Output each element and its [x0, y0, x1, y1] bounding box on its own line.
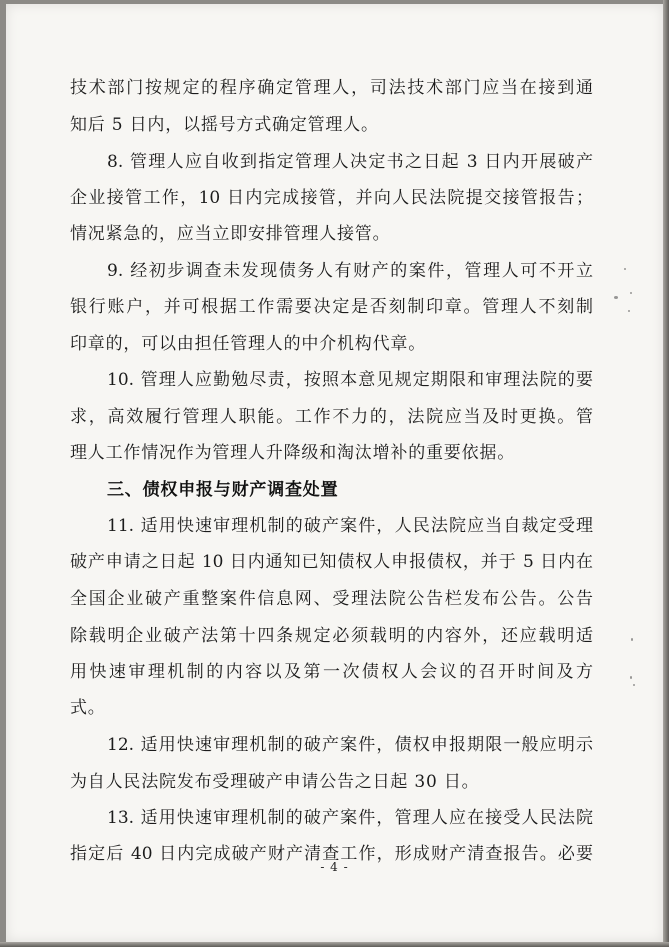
body-line: 企业接管工作，10 日内完成接管，并向人民法院提交接管报告； — [70, 188, 593, 208]
paragraph-10-start: 10. 管理人应勤勉尽责，按照本意见规定期限和审理法院的要 — [107, 370, 593, 390]
page-number: - 4 - — [320, 860, 349, 874]
scan-speck — [633, 684, 635, 686]
body-line: 理人工作情况作为管理人升降级和淘汰增补的重要依据。 — [70, 443, 515, 463]
body-line: 式。 — [70, 698, 106, 718]
body-line: 为自人民法院发布受理破产申请公告之日起 30 日。 — [70, 772, 480, 792]
paragraph-13-start: 13. 适用快速审理机制的破产案件，管理人应在接受人民法院 — [107, 808, 593, 828]
paragraph-12-start: 12. 适用快速审理机制的破产案件，债权申报期限一般应明示 — [107, 735, 593, 755]
scan-speck — [624, 268, 626, 270]
body-line: 用快速审理机制的内容以及第一次债权人会议的召开时间及方 — [70, 662, 593, 682]
scan-speck — [614, 296, 618, 299]
paragraph-11-start: 11. 适用快速审理机制的破产案件，人民法院应当自裁定受理 — [107, 516, 593, 536]
scan-edge-bottom — [0, 942, 669, 947]
body-line: 全国企业破产重整案件信息网、受理法院公告栏发布公告。公告 — [70, 589, 593, 609]
section-heading: 三、债权申报与财产调查处置 — [107, 480, 339, 500]
scan-edge-right — [663, 0, 669, 947]
body-line: 印章的，可以由担任管理人的中介机构代章。 — [70, 334, 426, 354]
body-line: 破产申请之日起 10 日内通知已知债权人申报债权，并于 5 日内在 — [70, 552, 593, 572]
document-page — [6, 4, 663, 942]
scan-speck — [628, 310, 630, 312]
paragraph-8-start: 8. 管理人应自收到指定管理人决定书之日起 3 日内开展破产 — [107, 152, 593, 172]
scan-speck — [630, 292, 632, 294]
body-line: 指定后 40 日内完成破产财产清查工作，形成财产清查报告。必要 — [70, 844, 593, 864]
body-line: 求，高效履行管理人职能。工作不力的，法院应当及时更换。管 — [70, 407, 593, 427]
paragraph-9-start: 9. 经初步调查未发现债务人有财产的案件，管理人可不开立 — [107, 261, 593, 281]
body-line: 情况紧急的，应当立即安排管理人接管。 — [70, 224, 391, 244]
body-line: 知后 5 日内，以摇号方式确定管理人。 — [70, 115, 379, 135]
scan-speck — [631, 638, 633, 641]
body-line: 除载明企业破产法第十四条规定必须载明的内容外，还应载明适 — [70, 626, 593, 646]
body-line: 银行账户，并可根据工作需要决定是否刻制印章。管理人不刻制 — [70, 297, 593, 317]
scan-speck — [630, 676, 632, 679]
body-line: 技术部门按规定的程序确定管理人，司法技术部门应当在接到通 — [70, 78, 593, 98]
